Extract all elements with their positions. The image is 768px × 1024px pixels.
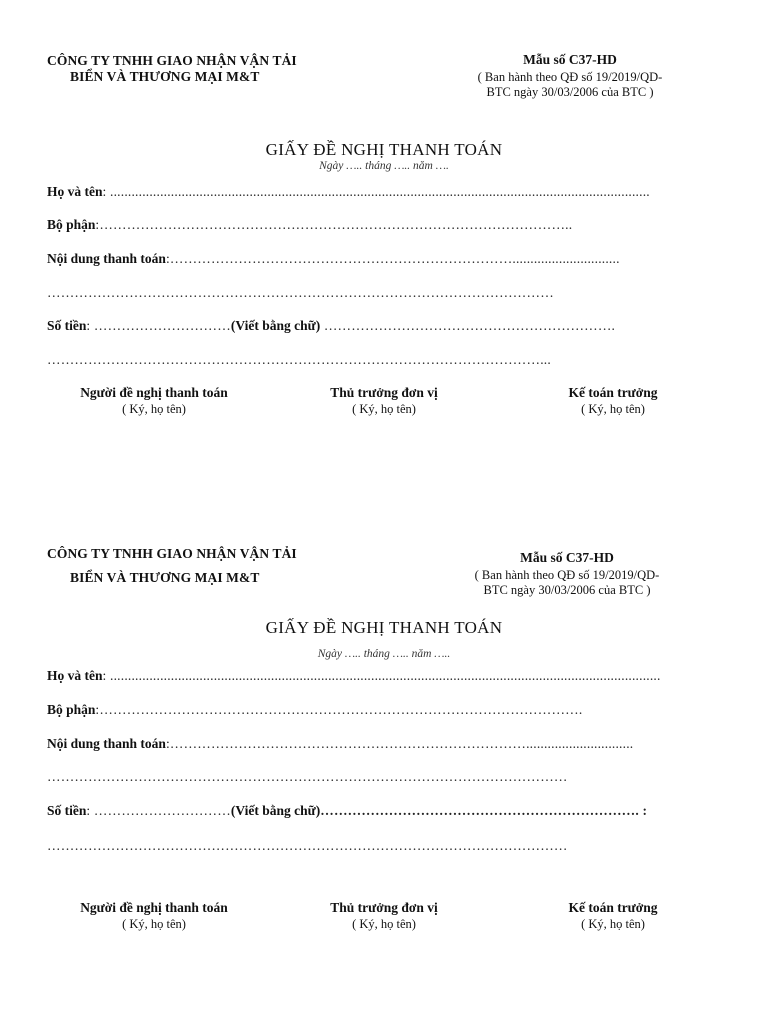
full-name-label: Họ và tên [47, 184, 103, 199]
signature-note: ( Ký, họ tên) [122, 917, 186, 931]
full-name-field[interactable] [47, 668, 697, 684]
signature-title: Kế toán trưởng [568, 385, 658, 400]
continuation-line-1[interactable]: ………………………………………………………………………………………………… [47, 285, 554, 300]
continuation-line-2[interactable]: ………………………………………………………………………………………………... [47, 352, 551, 367]
signature-note: ( Ký, họ tên) [352, 917, 416, 931]
full-name-label: Họ và tên [47, 668, 103, 683]
company-name-line-2: BIỂN VÀ THƯƠNG MẠI M&T [70, 570, 260, 585]
department-label: Bộ phận [47, 217, 96, 232]
payment-content-field[interactable] [47, 736, 697, 752]
signature-note: ( Ký, họ tên) [581, 917, 645, 931]
signature-chief-accountant [503, 384, 723, 418]
signature-chief-accountant [503, 899, 723, 933]
amount-in-words-dots: ………………………………………………………. [320, 318, 616, 333]
signature-head-of-unit [274, 899, 494, 933]
amount-field[interactable] [47, 803, 707, 819]
signature-title: Thủ trưởng đơn vị [330, 385, 438, 400]
amount-dots: : ………………………… [86, 803, 231, 818]
date-line: Ngày ….. tháng ….. năm …. [319, 160, 449, 172]
payment-content-label: Nội dung thanh toán [47, 251, 166, 266]
company-name-line-1: CÔNG TY TNHH GIAO NHẬN VẬN TẢI [47, 546, 297, 561]
continuation-line-2[interactable]: …………………………………………………………………………………………………… [47, 838, 568, 853]
signature-title: Người đề nghị thanh toán [80, 900, 228, 915]
amount-field[interactable] [47, 318, 687, 334]
issued-note-line-2: BTC ngày 30/03/2006 của BTC ) [483, 583, 651, 597]
department-dots: :………………………………………………………………………………………….. [95, 217, 573, 232]
company-name-line-2: BIỂN VÀ THƯƠNG MẠI M&T [70, 69, 260, 84]
signature-title: Thủ trưởng đơn vị [330, 900, 438, 915]
company-name-line-1: CÔNG TY TNHH GIAO NHẬN VẬN TẢI [47, 53, 297, 68]
payment-content-dots: :…………………………………………………………………….............................. [165, 736, 634, 751]
amount-in-words-dots: ……………………………………………………………. : [320, 803, 648, 818]
issued-note-line-2: BTC ngày 30/03/2006 của BTC ) [486, 85, 654, 99]
amount-in-words-label: (Viết bằng chữ) [230, 318, 321, 333]
form-number: Mẫu số C37-HD [523, 52, 617, 67]
payment-content-dots: :………………………………………………………………….............................. [165, 251, 620, 266]
document-title: GIẤY ĐỀ NGHỊ THANH TOÁN [265, 140, 503, 159]
form-number: Mẫu số C37-HD [520, 550, 614, 565]
department-label: Bộ phận [47, 702, 96, 717]
department-field[interactable] [47, 702, 697, 718]
department-field[interactable] [47, 217, 687, 233]
signature-title: Người đề nghị thanh toán [80, 385, 228, 400]
full-name-field[interactable] [47, 184, 687, 200]
amount-in-words-label: (Viết bằng chữ) [230, 803, 321, 818]
full-name-dots: : .......................................................................................................................................................... [102, 668, 661, 683]
issued-note-line-1: ( Ban hành theo QĐ số 19/2019/QD- [474, 568, 660, 582]
signature-requester [44, 384, 264, 418]
signature-head-of-unit [274, 384, 494, 418]
signature-note: ( Ký, họ tên) [352, 402, 416, 416]
full-name-dots: : ....................................................................................................................................................... [102, 184, 650, 199]
payment-content-field[interactable] [47, 251, 687, 267]
amount-label: Số tiền [47, 803, 87, 818]
department-dots: :……………………………………………………………………………………………. [95, 702, 583, 717]
issued-note-line-1: ( Ban hành theo QĐ số 19/2019/QD- [477, 70, 663, 84]
payment-content-label: Nội dung thanh toán [47, 736, 166, 751]
amount-dots: : ………………………… [86, 318, 231, 333]
signature-note: ( Ký, họ tên) [122, 402, 186, 416]
document-title: GIẤY ĐỀ NGHỊ THANH TOÁN [265, 618, 503, 637]
signature-title: Kế toán trưởng [568, 900, 658, 915]
signature-note: ( Ký, họ tên) [581, 402, 645, 416]
continuation-line-1[interactable]: …………………………………………………………………………………………………… [47, 769, 568, 784]
date-line: Ngày ….. tháng ….. năm ….. [317, 648, 451, 660]
amount-label: Số tiền [47, 318, 87, 333]
signature-requester [44, 899, 264, 933]
